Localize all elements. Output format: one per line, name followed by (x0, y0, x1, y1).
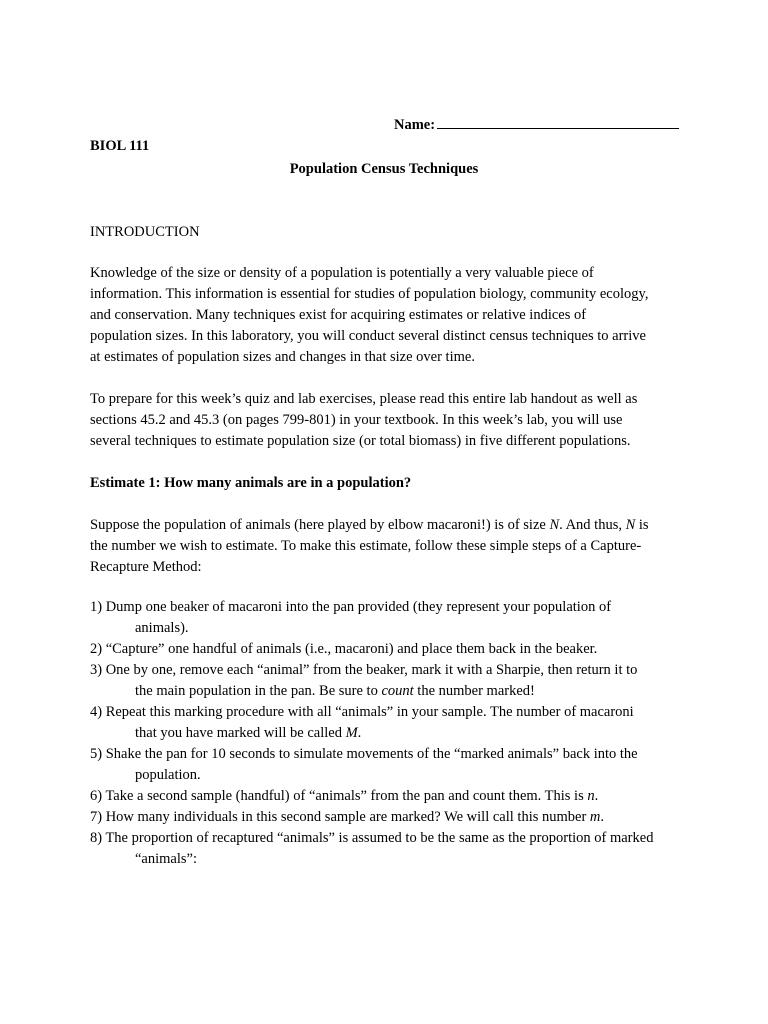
name-field (394, 114, 679, 136)
text-span: the number marked! (413, 683, 535, 699)
step-4: 4) Repeat this marking procedure with all “animals” in your sample. The number of macaroni (90, 704, 634, 720)
text-span: 6) Take a second sample (handful) of “animals” from the pan and count them. This is (90, 788, 588, 804)
intro-paragraph-1 (90, 263, 682, 368)
step-4-continued (90, 723, 690, 744)
text-span: . And thus, (559, 517, 626, 533)
step-1-continued: animals). (135, 620, 189, 636)
step-1: 1) Dump one beaker of macaroni into the pan provided (they represent your population of (90, 599, 612, 615)
step-3: 3) One by one, remove each “animal” from the beaker, mark it with a Sharpie, then return it to (90, 662, 638, 678)
step-8: 8) The proportion of recaptured “animals” is assumed to be the same as the proportion of marked (90, 830, 654, 846)
variable-N: N (549, 517, 560, 533)
paragraph-line: Recapture Method: (90, 559, 202, 575)
paragraph-line: the number we wish to estimate. To make this estimate, follow these simple steps of a Capture- (90, 538, 642, 554)
text-span: . (600, 809, 605, 825)
text-span: Suppose the population of animals (here played by elbow macaroni!) is of size (90, 517, 550, 533)
paragraph-line: population sizes. In this laboratory, you will conduct several distinct census techniques to arrive (90, 328, 646, 344)
text-span: is (635, 517, 649, 533)
step-2: 2) “Capture” one handful of animals (i.e., macaroni) and place them back in the beaker. (90, 641, 598, 657)
step-5-continued: population. (135, 767, 201, 783)
text-span: the main population in the pan. Be sure to (135, 683, 382, 699)
procedure-steps-list (90, 597, 690, 870)
name-label: Name: (394, 117, 436, 133)
step-3-continued (90, 681, 690, 702)
paragraph-line: information. This information is essential for studies of population biology, community ecology, (90, 286, 649, 302)
paragraph-line: sections 45.2 and 45.3 (on pages 799-801) in your textbook. In this week’s lab, you will use (90, 412, 623, 428)
paragraph-line: at estimates of population sizes and changes in that size over time. (90, 349, 475, 365)
step-8-continued: “animals”: (135, 851, 198, 867)
text-span: that you have marked will be called (135, 725, 346, 741)
paragraph-line: and conservation. Many techniques exist for acquiring estimates or relative indices of (90, 307, 587, 323)
variable-m: m (589, 809, 601, 825)
paragraph-line: To prepare for this week’s quiz and lab exercises, please read this entire lab handout as well as (90, 391, 638, 407)
estimate-1-paragraph (90, 515, 682, 578)
name-blank-line (437, 114, 679, 129)
variable-n: n (587, 788, 595, 804)
text-span: 7) How many individuals in this second sample are marked? We will call this number (90, 809, 590, 825)
variable-M: M (345, 725, 358, 741)
step-7 (90, 807, 690, 828)
intro-paragraph-2 (90, 389, 682, 452)
step-5: 5) Shake the pan for 10 seconds to simulate movements of the “marked animals” back into the (90, 746, 638, 762)
page-title-text: Population Census Techniques (289, 161, 479, 177)
emphasis-count: count (381, 683, 414, 699)
page-title (0, 159, 768, 180)
introduction-heading: INTRODUCTION (90, 224, 200, 240)
estimate-1-heading: Estimate 1: How many animals are in a population? (90, 475, 412, 491)
text-span: . (594, 788, 599, 804)
step-6 (90, 786, 690, 807)
paragraph-line: Knowledge of the size or density of a population is potentially a very valuable piece of (90, 265, 594, 281)
paragraph-line: several techniques to estimate population size (or total biomass) in five different populations. (90, 433, 631, 449)
course-code: BIOL 111 (90, 138, 150, 154)
text-span: . (357, 725, 362, 741)
variable-N: N (625, 517, 636, 533)
paragraph-line (90, 515, 682, 536)
